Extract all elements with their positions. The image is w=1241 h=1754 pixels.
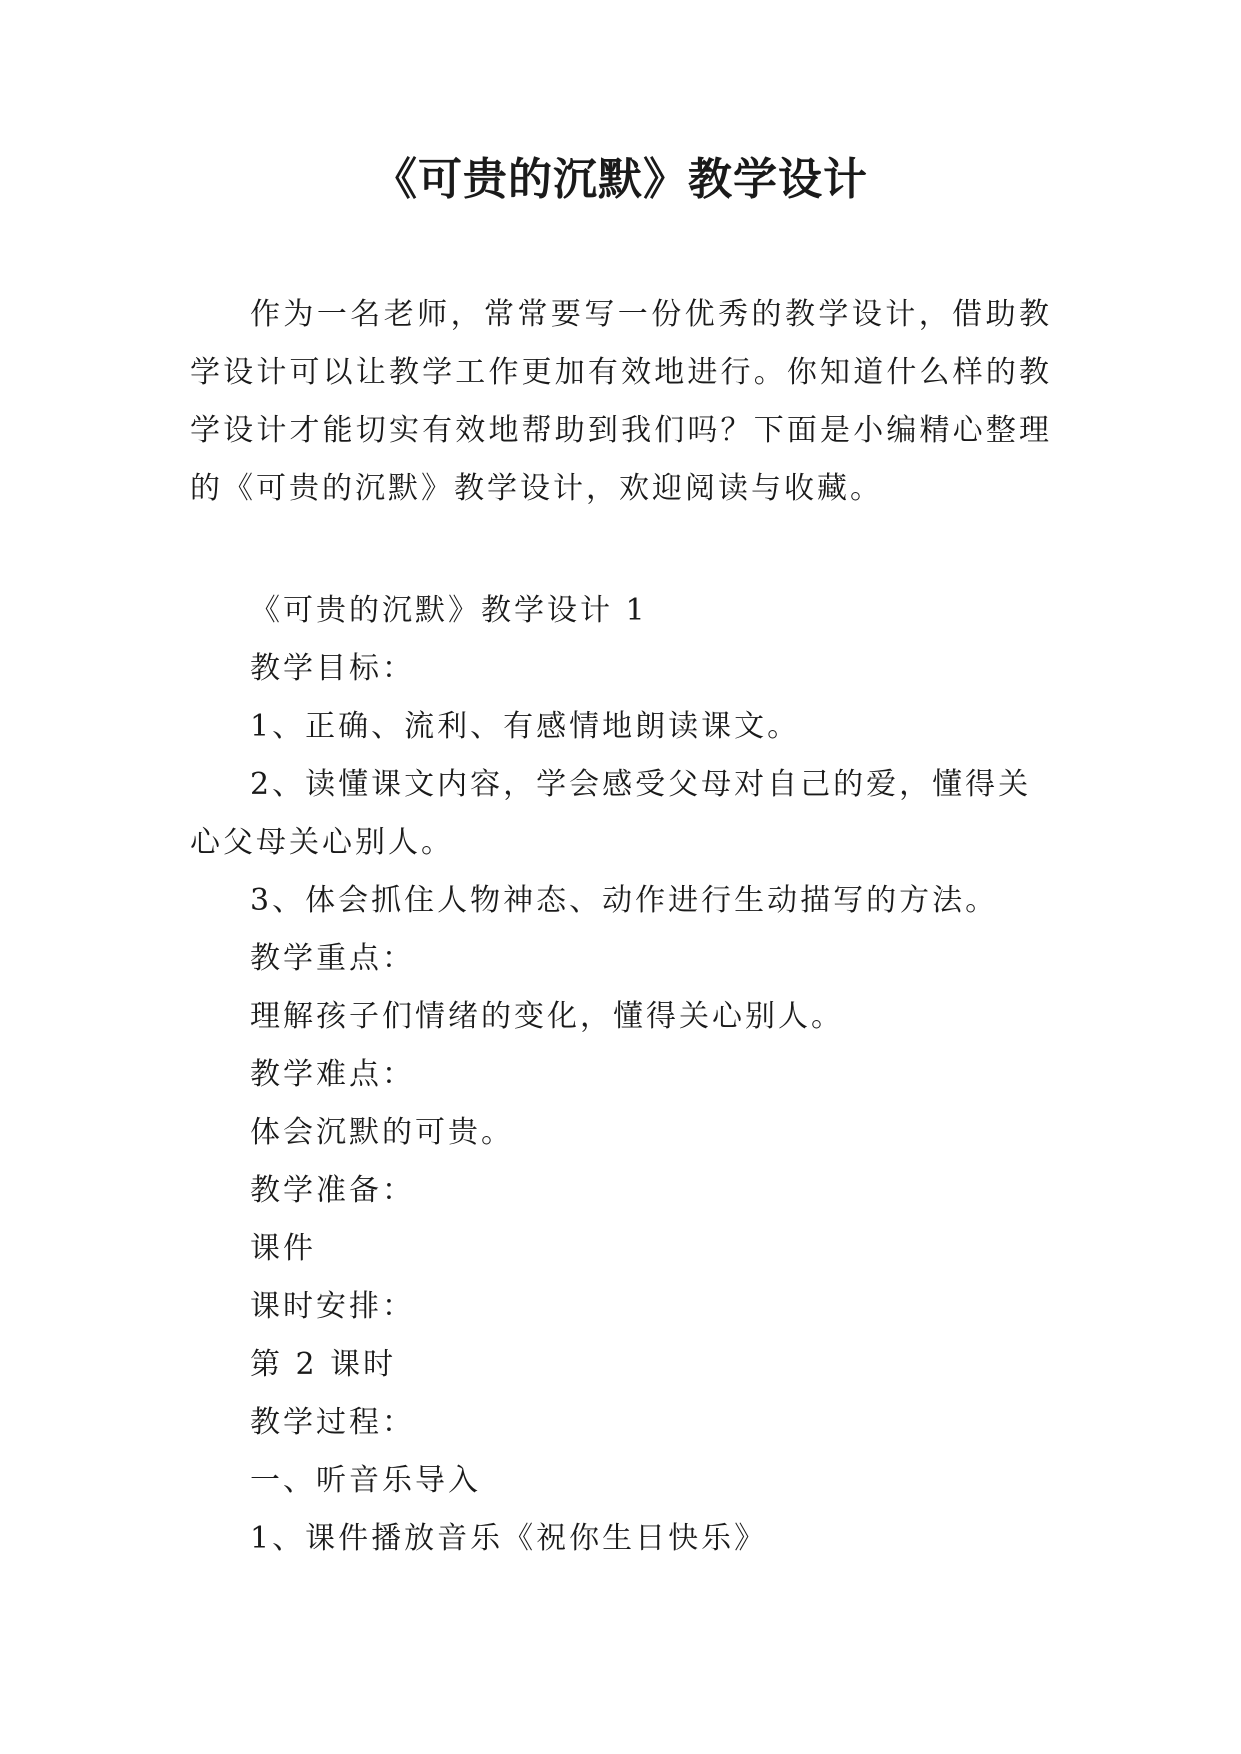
heading-teaching-goals: 教学目标： — [250, 651, 415, 686]
heading-preparation: 教学准备： — [250, 1173, 415, 1208]
key-points-text: 理解孩子们情绪的变化，懂得关心别人。 — [250, 999, 844, 1034]
document-title: 《可贵的沉默》教学设计 — [373, 154, 868, 205]
section-heading: 《可贵的沉默》教学设计 1 — [250, 593, 648, 628]
heading-schedule: 课时安排： — [250, 1289, 415, 1324]
difficulties-text: 体会沉默的可贵。 — [250, 1115, 514, 1150]
process-substep: 1、课件播放音乐《祝你生日快乐》 — [250, 1521, 768, 1556]
heading-process: 教学过程： — [250, 1405, 415, 1440]
goal-item: 1、正确、流利、有感情地朗读课文。 — [250, 709, 801, 744]
document-body — [190, 582, 1052, 1568]
intro-paragraph: 作为一名老师，常常要写一份优秀的教学设计，借助教学设计可以让教学工作更加有效地进行。你知道什么样的教学设计才能切实有效地帮助到我们吗？下面是小编精心整理的《可贵的沉默》教学设计，欢迎阅读与收藏。 — [190, 297, 1052, 506]
schedule-text: 第 2 课时 — [250, 1347, 397, 1382]
heading-key-points: 教学重点： — [250, 941, 415, 976]
preparation-text: 课件 — [250, 1231, 316, 1266]
heading-difficulties: 教学难点： — [250, 1057, 415, 1092]
goal-item: 3、体会抓住人物神态、动作进行生动描写的方法。 — [250, 883, 999, 918]
process-step: 一、听音乐导入 — [250, 1463, 481, 1498]
goal-item: 2、读懂课文内容，学会感受父母对自己的爱，懂得关心父母关心别人。 — [190, 767, 1032, 860]
